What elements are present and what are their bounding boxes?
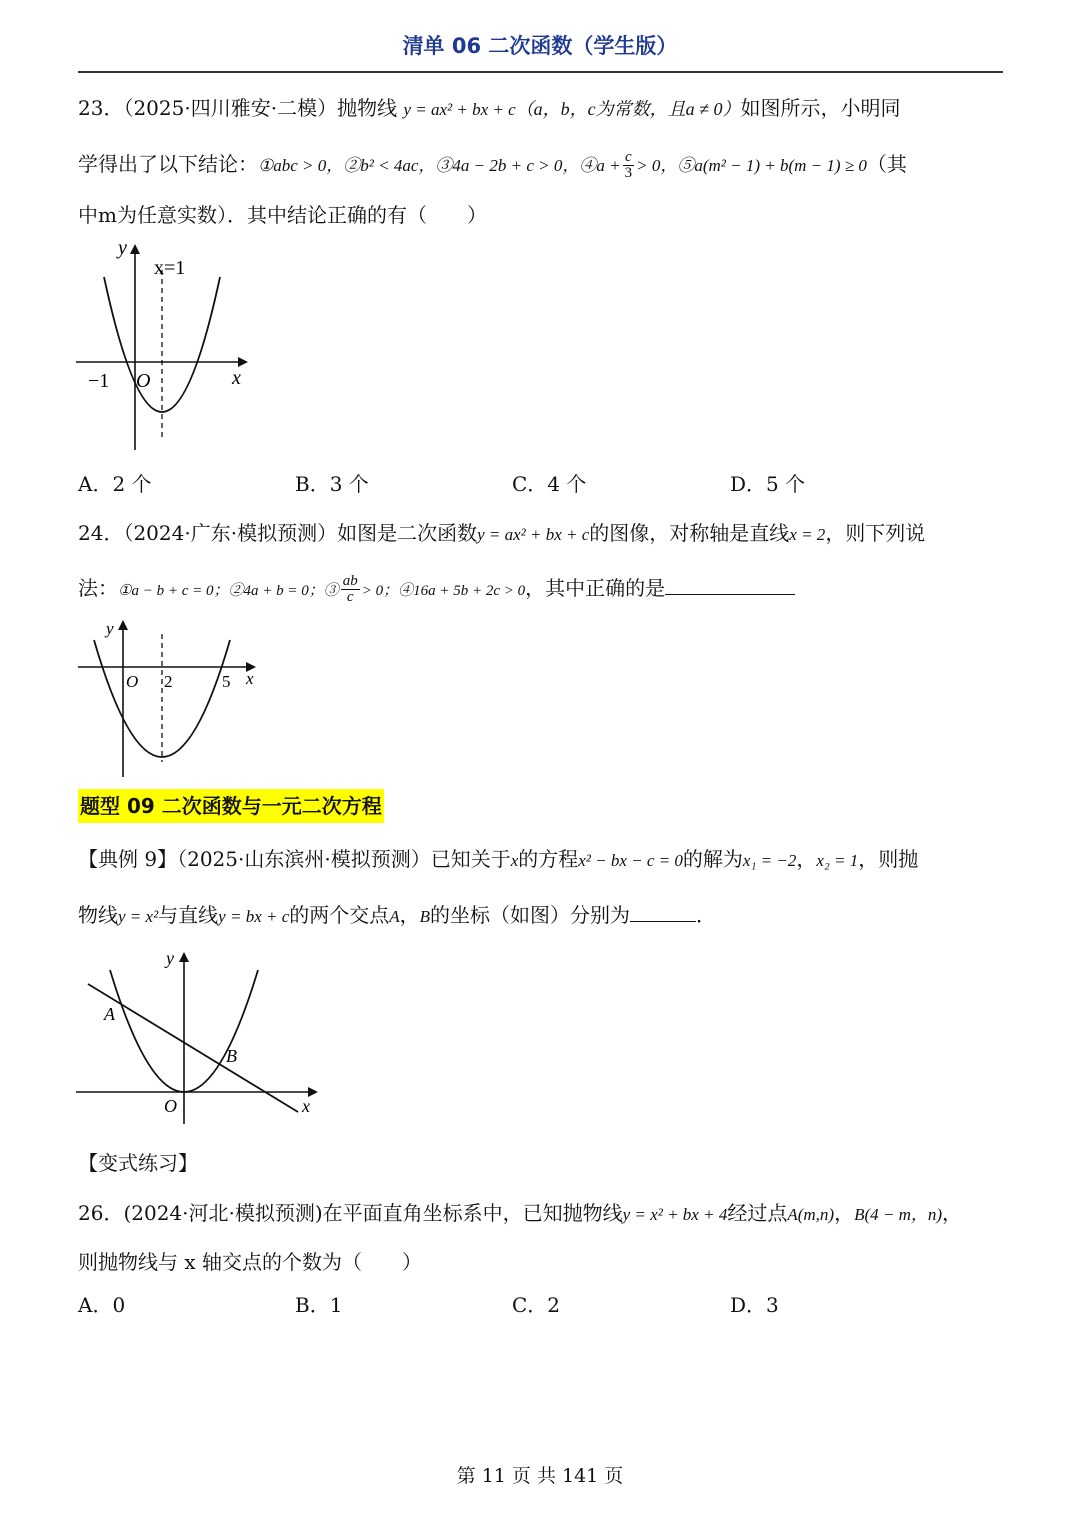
q23-graph [76,232,256,457]
q24-statement-2: ②4a + b = 0； [228,583,324,599]
q24-fraction-den: c [341,589,360,605]
q23-line3: 中m为任意实数）．其中结论正确的有（ ） [78,203,487,227]
q24-origin-label: O [126,672,139,691]
example9-line2 [78,899,716,928]
q23-line1 [78,92,901,121]
q23-text2: 如图所示，小明同 [740,96,901,120]
q23-neg-one-label: −1 [88,370,110,392]
q24-x-label: x [246,669,254,688]
q24-text3: ，则下列说 [825,521,926,545]
example9-text1: 已知关于 [430,847,511,871]
q24-y-arrow [118,620,128,630]
example9-text3: 的解为 [682,847,743,871]
q23-line2-pre: 学得出了以下结论： [78,152,258,176]
q26-option-d: D．3 [730,1293,779,1317]
q23-conclusion-3: ③4a − 2b + c > 0， [435,156,580,175]
q26-equation: y = x² + bx + 4 [622,1205,728,1224]
q24-line2 [78,572,795,605]
q23-text: 抛物线 [337,96,398,120]
q26-text1: 在平面直角坐标系中，已知抛物线 [322,1201,623,1225]
q24-line2-post: ，其中正确的是 [525,576,666,600]
q26-comma2: ， [942,1201,963,1225]
q23-conclusion-4-post: > 0， [636,156,678,175]
q24-source: （2024·广东·模拟预测） [123,521,338,545]
q24-statement-3-post: > 0； [361,583,399,599]
q24-fraction-num: ab [342,573,358,589]
q23-fraction-den: 3 [624,165,633,181]
example9-source: （2025·山东滨州·模拟预测） [177,847,431,871]
q23-option-a: A．2 个 [78,472,152,496]
q23-option-c: C．4 个 [512,472,587,496]
example9-comma2: ， [399,903,420,927]
header-divider [78,71,1003,73]
example9-line2-pre: 物线 [78,903,118,927]
example9-y-label: y [166,948,174,968]
q23-x-label: x [232,367,241,389]
example9-equation: x² − bx − c = 0 [578,851,683,870]
example9-tag: 【典例 9】 [78,847,178,871]
q24-y-label: y [106,619,114,638]
example9-text6: 的两个交点 [289,903,390,927]
q23-option-d: D．5 个 [730,472,806,496]
example9-text5: 与直线 [158,903,219,927]
q24-graph [78,612,263,782]
q26-source: (2024·河北·模拟预测) [123,1201,323,1225]
q23-conclusion-5: ⑤a(m² − 1) + b(m − 1) ≥ 0 [677,156,867,175]
example9-text7: 的坐标（如图）分别为 [430,903,631,927]
q23-conclusion-1: ①abc > 0， [258,156,344,175]
example9-parabola: y = x² [118,907,159,926]
q26-option-a: A．0 [78,1293,126,1317]
q23-vars: （a，b，c为常数，且a ≠ 0） [515,99,741,119]
q23-line2-post: （其 [866,152,907,176]
q24-tick-5-label: 5 [222,672,231,691]
q26-point-b: B(4 − m，n) [854,1205,943,1224]
example9-var-x: x [510,851,519,870]
q26-line2: 则抛物线与 x 轴交点的个数为（ ） [78,1250,422,1274]
q24-line1 [78,517,925,546]
example9-y-arrow [179,952,189,962]
example9-text2: 的方程 [518,847,579,871]
example9-line1 [78,843,918,872]
q26-option-c: C．2 [512,1293,561,1317]
example9-label-b: B [226,1046,237,1066]
q24-answer-blank[interactable] [665,576,795,595]
q26-line1 [78,1197,962,1226]
q23-x-arrow [238,357,248,367]
q26-point-a: A(m,n) [787,1205,835,1224]
q23-y-label: y [118,237,127,259]
example9-line-equation: y = bx + c [218,907,290,926]
q26-number: 26． [78,1201,124,1225]
q23-fraction-num: c [625,149,632,165]
variant-title: 【变式练习】 [78,1151,198,1175]
q23-equation: y = ax² + bx + c [403,100,516,119]
q23-fraction [623,150,635,181]
example9-origin-label: O [164,1096,177,1116]
q23-source: （2025·四川雅安·二模） [123,96,338,120]
q23-axis-label: x=1 [154,257,186,279]
example9-end: ． [696,903,717,927]
q26-option-b: B．1 [295,1293,343,1317]
example9-solution-2: x₂ = 1 [816,851,859,870]
example9-comma: ， [796,847,817,871]
page-number: 第 11 页 共 141 页 [456,1465,624,1487]
q26-text2: 经过点 [727,1201,788,1225]
q24-tick-2-label: 2 [164,672,173,691]
example9-label-a: A [104,1004,115,1024]
q24-text1: 如图是二次函数 [337,521,478,545]
example9-line [88,984,298,1112]
q23-origin-label: O [136,370,151,392]
q23-conclusion-2: ②b² < 4ac， [343,156,436,175]
example9-point-a: A [389,907,400,926]
q24-statement-4: ④16a + 5b + 2c > 0 [398,583,526,599]
example9-x-label: x [302,1096,310,1116]
example9-solution-1: x₁ = −2 [742,851,797,870]
example9-point-b: B [419,907,431,926]
q24-equation: y = ax² + bx + c [477,525,590,544]
q24-statement-1: ①a − b + c = 0； [118,583,229,599]
example9-graph [76,942,326,1132]
q23-line2 [78,148,907,181]
q23-y-arrow [130,244,140,254]
example9-answer-blank[interactable] [630,903,696,922]
q24-number: 24． [78,521,124,545]
q24-statement-3-pre: ③ [323,583,339,599]
q23-option-b: B．3 个 [295,472,369,496]
q23-number: 23． [78,96,124,120]
section-heading: 题型 09 二次函数与一元二次方程 [78,789,384,823]
example9-text4: ，则抛 [858,847,919,871]
page-title: 清单 06 二次函数（学生版） [402,34,678,58]
q24-axis-equation: x = 2 [789,525,826,544]
q23-conclusion-4-pre: ④a + [579,156,621,175]
q24-fraction [341,574,360,605]
q24-line2-pre: 法： [78,576,118,600]
q26-comma: ， [834,1201,855,1225]
q24-text2: 的图像，对称轴是直线 [589,521,790,545]
